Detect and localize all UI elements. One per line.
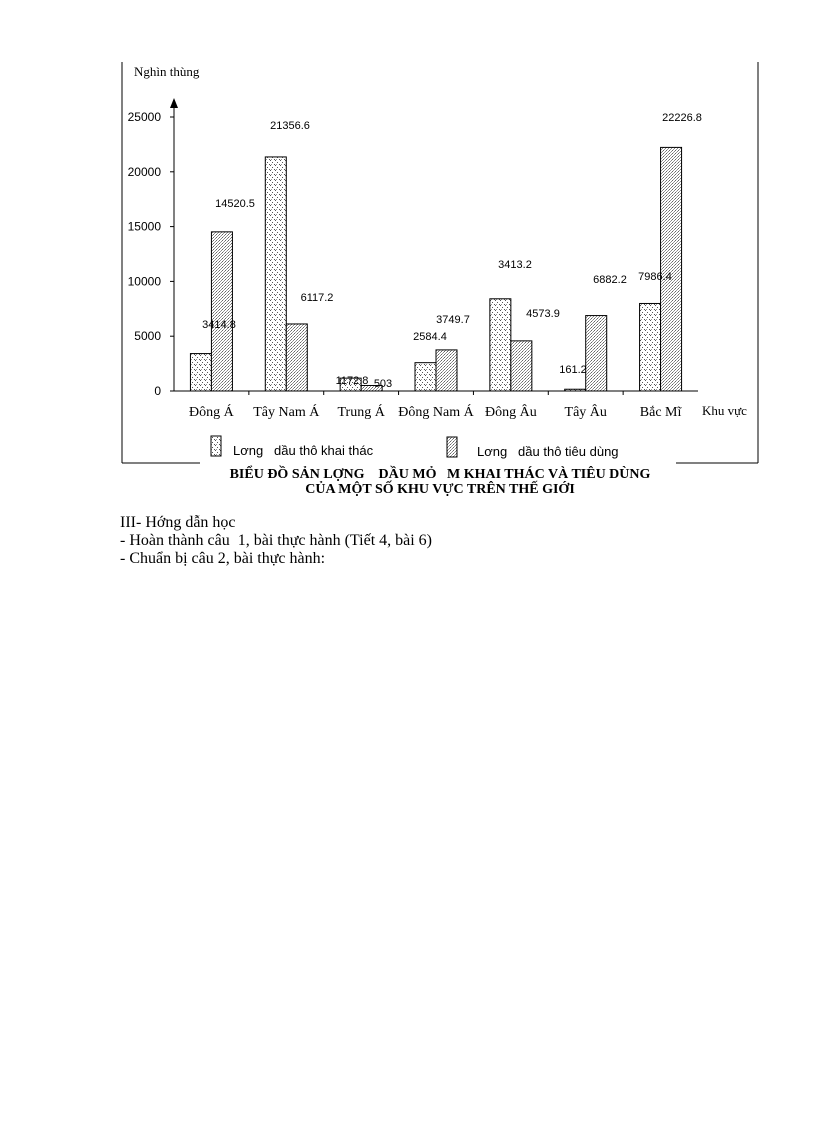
- chart-title-line-1: BIỂU ĐỒ SẢN LỢNG DẦU MỎ M KHAI THÁC VÀ TIÊU DÙNG: [229, 467, 651, 482]
- chart-title: [120, 467, 760, 497]
- data-label-tieu-dung: 6882.2: [593, 274, 627, 286]
- data-label-tieu-dung: 14520.5: [215, 198, 255, 210]
- y-tick-label: 0: [154, 384, 161, 398]
- category-label: Đông Âu: [484, 405, 537, 420]
- bar-khai-thac: [490, 299, 511, 391]
- data-label-khai-thac: 161.2: [559, 364, 587, 376]
- bar-tieu-dung: [661, 147, 682, 391]
- data-label-khai-thac: 2584.4: [413, 331, 447, 343]
- bar-khai-thac: [265, 157, 286, 391]
- section-heading: III- Hớng dẫn học: [120, 514, 236, 531]
- y-axis-label: Nghìn thùng: [134, 64, 200, 79]
- bar-tieu-dung: [211, 232, 232, 391]
- data-label-khai-thac: 1172.8: [335, 375, 369, 387]
- legend-label-tieu-dung: Lơng dầu thô tiêu dùng: [477, 444, 619, 459]
- legend-label-khai-thac: Lơng dầu thô khai thác: [233, 443, 374, 458]
- data-label-tieu-dung: 6117.2: [300, 292, 334, 304]
- y-axis-arrow-icon: [170, 98, 178, 108]
- category-label: Đông Nam Á: [398, 405, 474, 420]
- bar-tieu-dung: [586, 316, 607, 391]
- bar-tieu-dung: [286, 324, 307, 391]
- data-label-tieu-dung: 22226.8: [662, 112, 702, 124]
- y-tick-label: 25000: [127, 110, 161, 124]
- chart: [0, 0, 816, 470]
- instruction-line-1: - Hoàn thành câu 1, bài thực hành (Tiết 4, bài 6): [120, 532, 433, 549]
- legend-swatch-khai-thac: [211, 436, 221, 456]
- data-label-tieu-dung: 503: [373, 378, 393, 390]
- category-label: Đông Á: [189, 405, 234, 420]
- bar-khai-thac: [640, 303, 661, 391]
- bar-tieu-dung: [511, 341, 532, 391]
- y-tick-label: 10000: [127, 274, 161, 289]
- data-label-khai-thac: 7986.4: [638, 271, 672, 283]
- data-label-khai-thac: 3413.2: [498, 259, 532, 271]
- legend-swatch-tieu-dung: [447, 437, 457, 457]
- y-tick-label: 15000: [127, 219, 161, 234]
- data-label-tieu-dung: 3749.7: [436, 314, 470, 326]
- x-axis-label: Khu vực: [702, 403, 747, 418]
- data-label-khai-thac: 21356.6: [270, 120, 310, 132]
- bar-tieu-dung: [436, 350, 457, 391]
- category-label: Tây Âu: [564, 405, 607, 420]
- data-label-khai-thac: 3414.8: [202, 319, 236, 331]
- y-tick-label: 5000: [134, 329, 161, 344]
- data-label-tieu-dung: 4573.9: [526, 308, 560, 320]
- category-label: Trung Á: [337, 405, 385, 420]
- y-tick-label: 20000: [127, 164, 161, 179]
- bar-khai-thac: [190, 354, 211, 391]
- category-label: Tây Nam Á: [253, 405, 320, 420]
- category-label: Bắc Mĩ: [639, 405, 682, 420]
- instruction-line-2: - Chuẩn bị câu 2, bài thực hành:: [120, 550, 326, 567]
- bar-khai-thac: [415, 363, 436, 391]
- bar-khai-thac: [565, 389, 586, 391]
- chart-title-line-2: CỦA MỘT SỐ KHU VỰC TRÊN THẾ GIỚI: [305, 482, 575, 497]
